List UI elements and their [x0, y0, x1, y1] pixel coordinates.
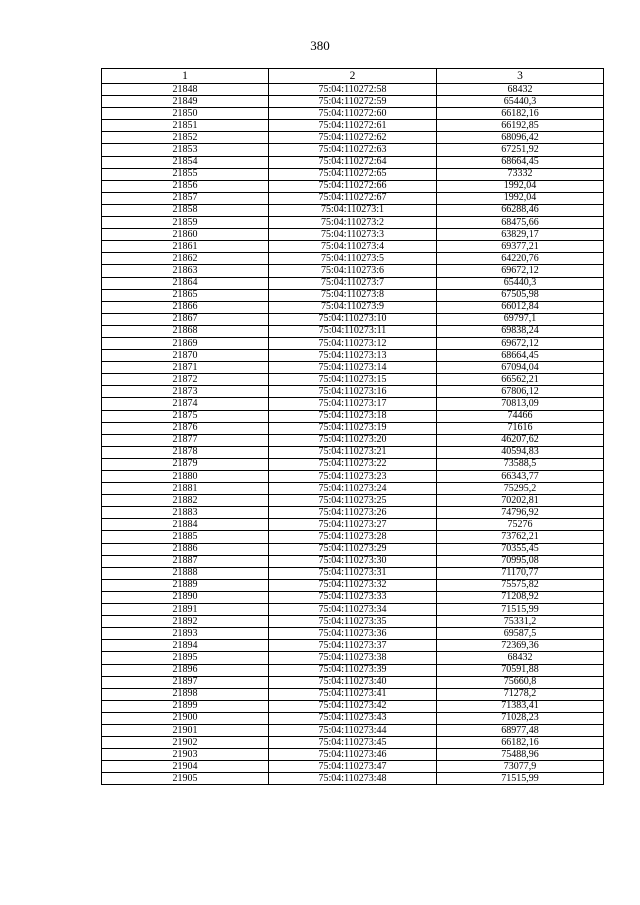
- cadastral-number-cell: 75:04:110272:66: [269, 180, 437, 192]
- value-cell: 66562,21: [437, 374, 604, 386]
- cadastral-number-cell: 75:04:110273:10: [269, 313, 437, 325]
- cadastral-number-cell: 75:04:110273:33: [269, 591, 437, 603]
- page-number: 380: [310, 38, 330, 53]
- row-number-cell: 21879: [102, 458, 269, 470]
- table-row: [102, 253, 604, 265]
- row-number-cell: 21893: [102, 628, 269, 640]
- table-row: [102, 458, 604, 470]
- value-cell: 69797,1: [437, 313, 604, 325]
- value-cell: 71208,92: [437, 591, 604, 603]
- table-row: [102, 664, 604, 676]
- row-number-cell: 21896: [102, 664, 269, 676]
- value-cell: 69587,5: [437, 628, 604, 640]
- table-row: [102, 132, 604, 144]
- value-cell: 73332: [437, 168, 604, 180]
- table-row: [102, 301, 604, 313]
- table-row: [102, 579, 604, 591]
- column-header-2: 2: [269, 69, 437, 84]
- row-number-cell: 21883: [102, 507, 269, 519]
- cadastral-number-cell: 75:04:110272:63: [269, 144, 437, 156]
- row-number-cell: 21858: [102, 204, 269, 216]
- row-number-cell: 21870: [102, 350, 269, 362]
- cadastral-number-cell: 75:04:110273:3: [269, 229, 437, 241]
- row-number-cell: 21856: [102, 180, 269, 192]
- value-cell: 72369,36: [437, 640, 604, 652]
- table-row: [102, 652, 604, 664]
- row-number-cell: 21867: [102, 313, 269, 325]
- table-row: [102, 531, 604, 543]
- value-cell: 66182,16: [437, 737, 604, 749]
- row-number-cell: 21853: [102, 144, 269, 156]
- cadastral-number-cell: 75:04:110273:15: [269, 374, 437, 386]
- table-row: [102, 289, 604, 301]
- value-cell: 68096,42: [437, 132, 604, 144]
- value-cell: 66343,77: [437, 471, 604, 483]
- row-number-cell: 21880: [102, 471, 269, 483]
- table-row: [102, 724, 604, 736]
- value-cell: 63829,17: [437, 229, 604, 241]
- cadastral-number-cell: 75:04:110273:30: [269, 555, 437, 567]
- value-cell: 71616: [437, 422, 604, 434]
- table-row: [102, 483, 604, 495]
- row-number-cell: 21903: [102, 749, 269, 761]
- table-row: [102, 700, 604, 712]
- value-cell: 71383,41: [437, 700, 604, 712]
- value-cell: 70995,08: [437, 555, 604, 567]
- table-row: [102, 204, 604, 216]
- cadastral-number-cell: 75:04:110273:35: [269, 616, 437, 628]
- value-cell: 74466: [437, 410, 604, 422]
- row-number-cell: 21868: [102, 325, 269, 337]
- cadastral-number-cell: 75:04:110273:36: [269, 628, 437, 640]
- row-number-cell: 21854: [102, 156, 269, 168]
- cadastral-number-cell: 75:04:110273:2: [269, 217, 437, 229]
- table-row: [102, 84, 604, 96]
- row-number-cell: 21891: [102, 604, 269, 616]
- value-cell: 65440,3: [437, 96, 604, 108]
- table-row: [102, 398, 604, 410]
- cadastral-number-cell: 75:04:110273:46: [269, 749, 437, 761]
- row-number-cell: 21849: [102, 96, 269, 108]
- row-number-cell: 21885: [102, 531, 269, 543]
- row-number-cell: 21864: [102, 277, 269, 289]
- table-row: [102, 640, 604, 652]
- cadastral-number-cell: 75:04:110272:65: [269, 168, 437, 180]
- table-row: [102, 676, 604, 688]
- value-cell: 40594,83: [437, 446, 604, 458]
- cadastral-number-cell: 75:04:110273:28: [269, 531, 437, 543]
- cadastral-number-cell: 75:04:110273:23: [269, 471, 437, 483]
- table-row: [102, 350, 604, 362]
- data-table: [101, 68, 604, 785]
- value-cell: 68432: [437, 652, 604, 664]
- cadastral-number-cell: 75:04:110273:11: [269, 325, 437, 337]
- value-cell: 73077,9: [437, 761, 604, 773]
- cadastral-number-cell: 75:04:110273:6: [269, 265, 437, 277]
- table-header-row: [102, 69, 604, 84]
- cadastral-number-cell: 75:04:110273:39: [269, 664, 437, 676]
- row-number-cell: 21874: [102, 398, 269, 410]
- cadastral-number-cell: 75:04:110273:45: [269, 737, 437, 749]
- table-row: [102, 446, 604, 458]
- cadastral-number-cell: 75:04:110272:59: [269, 96, 437, 108]
- cadastral-number-cell: 75:04:110273:29: [269, 543, 437, 555]
- cadastral-number-cell: 75:04:110273:40: [269, 676, 437, 688]
- cadastral-number-cell: 75:04:110273:25: [269, 495, 437, 507]
- value-cell: 67251,92: [437, 144, 604, 156]
- table-row: [102, 277, 604, 289]
- table-row: [102, 555, 604, 567]
- row-number-cell: 21860: [102, 229, 269, 241]
- cadastral-number-cell: 75:04:110273:24: [269, 483, 437, 495]
- value-cell: 75575,82: [437, 579, 604, 591]
- row-number-cell: 21888: [102, 567, 269, 579]
- value-cell: 64220,76: [437, 253, 604, 265]
- value-cell: 68664,45: [437, 156, 604, 168]
- value-cell: 46207,62: [437, 434, 604, 446]
- table-row: [102, 749, 604, 761]
- cadastral-number-cell: 75:04:110273:1: [269, 204, 437, 216]
- table-row: [102, 591, 604, 603]
- table-row: [102, 374, 604, 386]
- value-cell: 1992,04: [437, 192, 604, 204]
- cadastral-number-cell: 75:04:110273:19: [269, 422, 437, 434]
- table-row: [102, 688, 604, 700]
- cadastral-number-cell: 75:04:110273:21: [269, 446, 437, 458]
- value-cell: 70202,81: [437, 495, 604, 507]
- table-row: [102, 507, 604, 519]
- row-number-cell: 21875: [102, 410, 269, 422]
- value-cell: 70591,88: [437, 664, 604, 676]
- row-number-cell: 21904: [102, 761, 269, 773]
- row-number-cell: 21897: [102, 676, 269, 688]
- row-number-cell: 21881: [102, 483, 269, 495]
- value-cell: 68664,45: [437, 350, 604, 362]
- table-row: [102, 217, 604, 229]
- cadastral-number-cell: 75:04:110273:37: [269, 640, 437, 652]
- cadastral-number-cell: 75:04:110273:5: [269, 253, 437, 265]
- value-cell: 66012,84: [437, 301, 604, 313]
- row-number-cell: 21871: [102, 362, 269, 374]
- table-row: [102, 144, 604, 156]
- value-cell: 69672,12: [437, 265, 604, 277]
- cadastral-number-cell: 75:04:110273:14: [269, 362, 437, 374]
- table-row: [102, 604, 604, 616]
- cadastral-number-cell: 75:04:110273:43: [269, 712, 437, 724]
- row-number-cell: 21861: [102, 241, 269, 253]
- row-number-cell: 21892: [102, 616, 269, 628]
- row-number-cell: 21866: [102, 301, 269, 313]
- row-number-cell: 21878: [102, 446, 269, 458]
- table-row: [102, 434, 604, 446]
- row-number-cell: 21889: [102, 579, 269, 591]
- table-row: [102, 543, 604, 555]
- cadastral-number-cell: 75:04:110273:41: [269, 688, 437, 700]
- table-row: [102, 410, 604, 422]
- value-cell: 71515,99: [437, 604, 604, 616]
- table-row: [102, 567, 604, 579]
- cadastral-number-cell: 75:04:110273:8: [269, 289, 437, 301]
- table-row: [102, 519, 604, 531]
- table-row: [102, 96, 604, 108]
- row-number-cell: 21859: [102, 217, 269, 229]
- value-cell: 75276: [437, 519, 604, 531]
- table-row: [102, 495, 604, 507]
- value-cell: 73588,5: [437, 458, 604, 470]
- table-row: [102, 325, 604, 337]
- cadastral-number-cell: 75:04:110273:18: [269, 410, 437, 422]
- cadastral-number-cell: 75:04:110272:67: [269, 192, 437, 204]
- value-cell: 67806,12: [437, 386, 604, 398]
- cadastral-number-cell: 75:04:110273:17: [269, 398, 437, 410]
- row-number-cell: 21857: [102, 192, 269, 204]
- cadastral-number-cell: 75:04:110273:26: [269, 507, 437, 519]
- table-row: [102, 120, 604, 132]
- row-number-cell: 21882: [102, 495, 269, 507]
- row-number-cell: 21886: [102, 543, 269, 555]
- value-cell: 70813,09: [437, 398, 604, 410]
- row-number-cell: 21851: [102, 120, 269, 132]
- table-row: [102, 616, 604, 628]
- value-cell: 75488,96: [437, 749, 604, 761]
- column-header-3: 3: [437, 69, 604, 84]
- row-number-cell: 21901: [102, 724, 269, 736]
- row-number-cell: 21894: [102, 640, 269, 652]
- cadastral-number-cell: 75:04:110272:58: [269, 84, 437, 96]
- row-number-cell: 21862: [102, 253, 269, 265]
- row-number-cell: 21895: [102, 652, 269, 664]
- cadastral-number-cell: 75:04:110273:7: [269, 277, 437, 289]
- row-number-cell: 21899: [102, 700, 269, 712]
- cadastral-number-cell: 75:04:110273:13: [269, 350, 437, 362]
- cadastral-number-cell: 75:04:110273:44: [269, 724, 437, 736]
- row-number-cell: 21877: [102, 434, 269, 446]
- cadastral-number-cell: 75:04:110273:48: [269, 773, 437, 785]
- row-number-cell: 21876: [102, 422, 269, 434]
- value-cell: 71515,99: [437, 773, 604, 785]
- value-cell: 68475,66: [437, 217, 604, 229]
- table-row: [102, 471, 604, 483]
- row-number-cell: 21898: [102, 688, 269, 700]
- cadastral-number-cell: 75:04:110273:20: [269, 434, 437, 446]
- table-row: [102, 192, 604, 204]
- value-cell: 75295,2: [437, 483, 604, 495]
- value-cell: 71170,77: [437, 567, 604, 579]
- value-cell: 70355,45: [437, 543, 604, 555]
- value-cell: 66192,85: [437, 120, 604, 132]
- table-row: [102, 422, 604, 434]
- row-number-cell: 21855: [102, 168, 269, 180]
- table-row: [102, 737, 604, 749]
- value-cell: 67094,04: [437, 362, 604, 374]
- cadastral-number-cell: 75:04:110273:22: [269, 458, 437, 470]
- table-row: [102, 386, 604, 398]
- cadastral-number-cell: 75:04:110272:60: [269, 108, 437, 120]
- table-row: [102, 773, 604, 785]
- value-cell: 66288,46: [437, 204, 604, 216]
- row-number-cell: 21869: [102, 337, 269, 349]
- value-cell: 66182,16: [437, 108, 604, 120]
- cadastral-number-cell: 75:04:110272:64: [269, 156, 437, 168]
- value-cell: 73762,21: [437, 531, 604, 543]
- value-cell: 69377,21: [437, 241, 604, 253]
- table-row: [102, 229, 604, 241]
- cadastral-number-cell: 75:04:110273:27: [269, 519, 437, 531]
- value-cell: 71028,23: [437, 712, 604, 724]
- value-cell: 1992,04: [437, 180, 604, 192]
- table-row: [102, 108, 604, 120]
- row-number-cell: 21905: [102, 773, 269, 785]
- row-number-cell: 21872: [102, 374, 269, 386]
- table-row: [102, 168, 604, 180]
- column-header-1: 1: [102, 69, 269, 84]
- cadastral-number-cell: 75:04:110273:4: [269, 241, 437, 253]
- cadastral-number-cell: 75:04:110273:42: [269, 700, 437, 712]
- row-number-cell: 21850: [102, 108, 269, 120]
- cadastral-number-cell: 75:04:110273:34: [269, 604, 437, 616]
- cadastral-number-cell: 75:04:110273:47: [269, 761, 437, 773]
- row-number-cell: 21884: [102, 519, 269, 531]
- cadastral-number-cell: 75:04:110273:12: [269, 337, 437, 349]
- cadastral-number-cell: 75:04:110273:32: [269, 579, 437, 591]
- row-number-cell: 21865: [102, 289, 269, 301]
- cadastral-number-cell: 75:04:110273:9: [269, 301, 437, 313]
- table-row: [102, 362, 604, 374]
- row-number-cell: 21902: [102, 737, 269, 749]
- value-cell: 71278,2: [437, 688, 604, 700]
- table-row: [102, 265, 604, 277]
- row-number-cell: 21873: [102, 386, 269, 398]
- cadastral-number-cell: 75:04:110273:38: [269, 652, 437, 664]
- value-cell: 69672,12: [437, 337, 604, 349]
- value-cell: 75660,8: [437, 676, 604, 688]
- value-cell: 74796,92: [437, 507, 604, 519]
- table-body: [102, 84, 604, 785]
- row-number-cell: 21890: [102, 591, 269, 603]
- value-cell: 68432: [437, 84, 604, 96]
- table-row: [102, 337, 604, 349]
- value-cell: 65440,3: [437, 277, 604, 289]
- table-row: [102, 180, 604, 192]
- value-cell: 67505,98: [437, 289, 604, 301]
- table-row: [102, 156, 604, 168]
- cadastral-number-cell: 75:04:110273:16: [269, 386, 437, 398]
- row-number-cell: 21887: [102, 555, 269, 567]
- cadastral-number-cell: 75:04:110273:31: [269, 567, 437, 579]
- table-row: [102, 241, 604, 253]
- value-cell: 68977,48: [437, 724, 604, 736]
- row-number-cell: 21852: [102, 132, 269, 144]
- table-row: [102, 313, 604, 325]
- value-cell: 69838,24: [437, 325, 604, 337]
- table-row: [102, 761, 604, 773]
- value-cell: 75331,2: [437, 616, 604, 628]
- row-number-cell: 21863: [102, 265, 269, 277]
- cadastral-number-cell: 75:04:110272:62: [269, 132, 437, 144]
- row-number-cell: 21900: [102, 712, 269, 724]
- table-row: [102, 628, 604, 640]
- row-number-cell: 21848: [102, 84, 269, 96]
- cadastral-number-cell: 75:04:110272:61: [269, 120, 437, 132]
- table-row: [102, 712, 604, 724]
